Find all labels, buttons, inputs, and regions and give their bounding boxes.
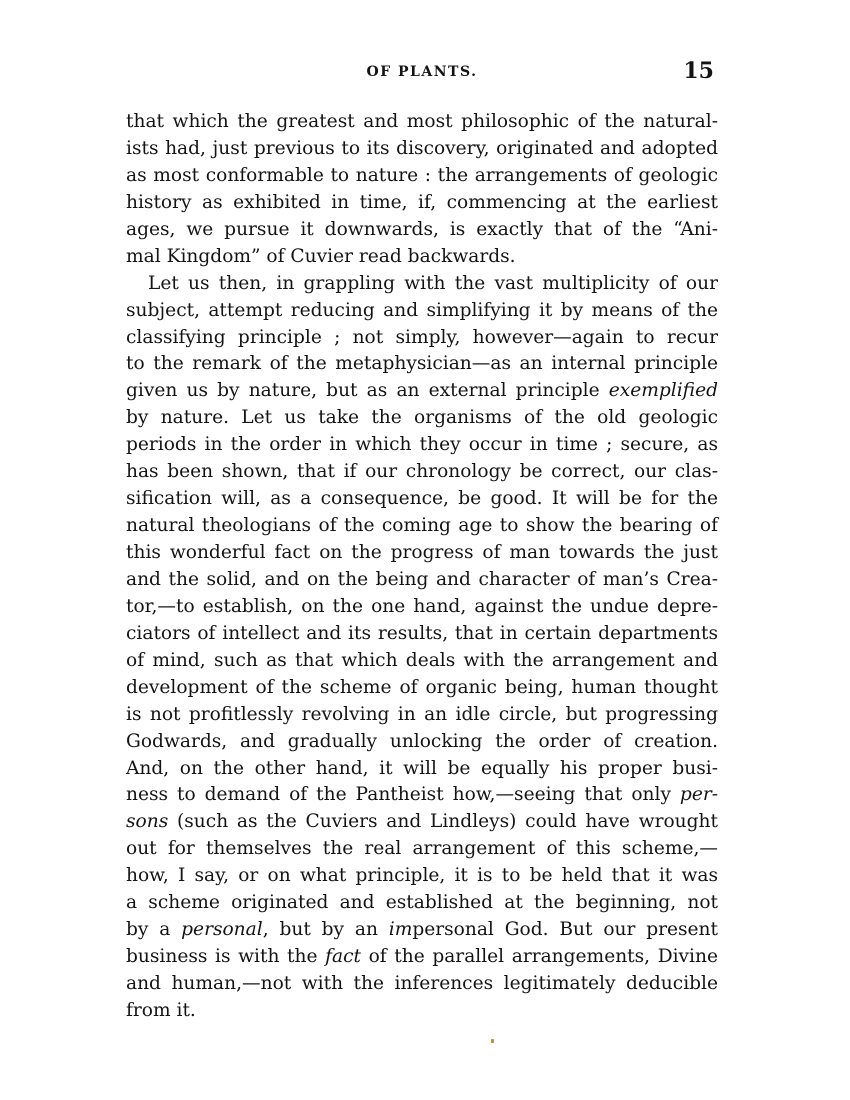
text-line-32: [126, 944, 718, 971]
text-line-4: [126, 190, 718, 217]
italic-segment: sons: [126, 811, 169, 833]
text-line-24: [126, 729, 718, 756]
text-segment: and human,—not with the inferences legitimately deducible: [126, 973, 718, 994]
text-segment: ages, we pursue it downwards, is exactly that of the “Ani-: [126, 218, 718, 240]
text-segment: classifying principle ; not simply, however—again to recur: [126, 326, 718, 348]
text-line-11: [126, 378, 718, 405]
text-segment: out for themselves the real arrangement of this scheme,—: [126, 838, 718, 860]
text-line-13: [126, 432, 718, 459]
text-segment: development of the scheme of organic being, human thought: [126, 676, 718, 698]
text-segment: periods in the order in which they occur in time ; secure, as: [126, 434, 718, 456]
italic-segment: per-: [679, 784, 718, 806]
text-line-27: [126, 809, 718, 836]
text-segment: how, I say, or on what principle, it is to be held that it was: [126, 865, 718, 887]
text-segment: this wonderful fact on the progress of man towards the just: [126, 542, 718, 563]
text-line-20: [126, 621, 718, 648]
text-segment: of mind, such as that which deals with the arrangement and: [126, 649, 718, 671]
running-title: OF PLANTS.: [366, 64, 478, 80]
text-line-15: [126, 486, 718, 513]
text-segment: has been shown, that if our chronology be correct, our clas-: [126, 461, 718, 483]
text-line-7: [126, 271, 718, 298]
text-segment: mal Kingdom” of Cuvier read backwards.: [126, 245, 516, 267]
text-line-21: [126, 648, 718, 675]
text-segment: as most conformable to nature : the arrangements of geologic: [126, 164, 718, 186]
text-segment: ists had, just previous to its discovery, originated and adopted: [126, 137, 718, 159]
text-line-22: [126, 675, 718, 702]
text-line-14: [126, 459, 718, 486]
text-segment: Let us then, in grappling with the vast multiplicity of our: [148, 272, 718, 294]
text-segment: a scheme originated and established at the beginning, not: [126, 892, 718, 914]
text-line-30: [126, 890, 718, 917]
running-head: [126, 58, 718, 88]
text-segment: ciators of intellect and its results, that in certain departments: [126, 622, 718, 644]
text-line-6: [126, 244, 718, 271]
text-segment: is not profitlessly revolving in an idle circle, but progressing: [126, 703, 718, 725]
text-line-25: [126, 756, 718, 783]
text-line-3: [126, 163, 718, 190]
text-segment: tor,—to establish, on the one hand, against the undue depre-: [126, 595, 718, 617]
text-segment: sification will, as a consequence, be good. It will be for the: [126, 488, 718, 510]
italic-segment: fact: [325, 946, 361, 968]
text-segment: (such as the Cuviers and Lindleys) could have wrought: [168, 811, 718, 833]
text-segment: personal God. But our present: [412, 919, 718, 941]
text-line-34: [126, 998, 718, 1025]
text-line-28: [126, 836, 718, 863]
text-line-18: [126, 567, 718, 594]
text-segment: history as exhibited in time, if, commencing at the earliest: [126, 191, 718, 213]
text-line-26: [126, 782, 718, 809]
text-segment: and the solid, and on the being and character of man’s Crea-: [126, 568, 718, 590]
text-segment: from it.: [126, 999, 196, 1021]
text-segment: natural theologians of the coming age to show the bearing of: [126, 515, 718, 537]
text-line-5: [126, 217, 718, 244]
text-segment: , but by an: [262, 919, 389, 941]
body-text: [126, 109, 718, 1025]
text-segment: given us by nature, but as an external principle: [126, 380, 609, 402]
text-line-33: [126, 971, 718, 998]
text-line-9: [126, 325, 718, 352]
italic-segment: im: [388, 919, 413, 941]
text-segment: by nature. Let us take the organisms of the old geologic: [126, 407, 718, 429]
page-number: 15: [683, 58, 714, 84]
text-line-8: [126, 298, 718, 325]
text-line-1: [126, 109, 718, 136]
italic-segment: exemplified: [608, 380, 718, 402]
text-segment: ness to demand of the Pantheist how,—seeing that only: [126, 784, 680, 806]
text-segment: business is with the: [126, 946, 326, 968]
italic-segment: personal: [181, 919, 263, 941]
text-segment: And, on the other hand, it will be equally his proper busi-: [126, 757, 718, 779]
text-line-31: [126, 917, 718, 944]
text-line-2: [126, 136, 718, 163]
text-segment: that which the greatest and most philosophic of the natural-: [126, 111, 718, 132]
text-line-29: [126, 863, 718, 890]
ink-speck: [491, 1039, 494, 1043]
text-segment: of the parallel arrangements, Divine: [360, 946, 718, 968]
text-segment: to the remark of the metaphysician—as an internal principle: [126, 353, 718, 375]
text-line-17: [126, 540, 718, 567]
text-segment: by a: [126, 919, 182, 941]
text-line-23: [126, 702, 718, 729]
text-line-19: [126, 594, 718, 621]
text-segment: Godwards, and gradually unlocking the order of creation.: [126, 730, 718, 752]
text-line-10: [126, 351, 718, 378]
text-line-16: [126, 513, 718, 540]
text-segment: subject, attempt reducing and simplifying it by means of the: [126, 299, 718, 321]
text-line-12: [126, 405, 718, 432]
